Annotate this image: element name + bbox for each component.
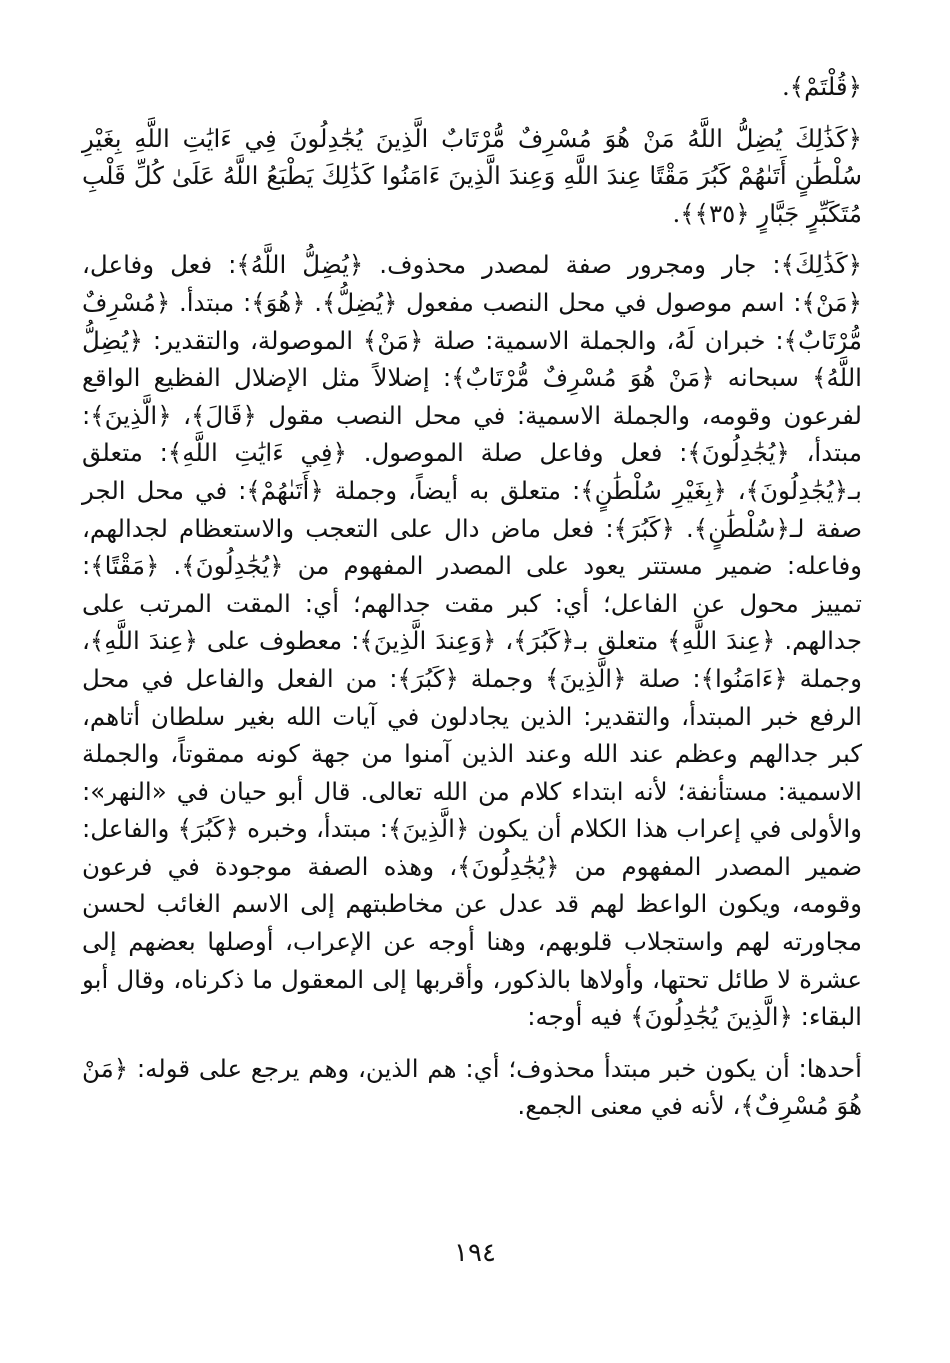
quran-verse: ﴿كَذَٰلِكَ يُضِلُّ اللَّهُ مَنْ هُوَ مُسْرِفٌ مُّرْتَابٌ الَّذِينَ يُجَٰدِلُونَ فِي ءَايَٰتِ اللَّهِ بِغَيْرِ سُلْطَٰنٍ أَتَىٰهُمْ كَبُرَ مَقْتًا عِندَ اللَّهِ وَعِندَ الَّذِينَ ءَامَنُوا كَذَٰلِكَ يَطْبَعُ اللَّهُ عَلَىٰ كُلِّ قَلْبِ مُتَكَبِّرٍ جَبَّارٍ ﴿٣٥﴾﴾.	[82, 123, 862, 228]
page-number: ١٩٤	[454, 1238, 496, 1268]
first-aspect-paragraph: أحدها: أن يكون خبر مبتدأ محذوف؛ أي: هم الذين، وهم يرجع على قوله: ﴿مَنْ هُوَ مُسْرِفٌ﴾، لأنه في معنى الجمع.	[82, 1053, 862, 1121]
grammar-analysis-paragraph: ﴿كَذَٰلِكَ﴾: جار ومجرور صفة لمصدر محذوف. ﴿يُضِلُّ اللَّهُ﴾: فعل وفاعل، ﴿مَنْ﴾: اسم موصول في محل النصب مفعول ﴿يُضِلُّ﴾. ﴿هُوَ﴾: مبتدأ. ﴿مُسْرِفٌ مُّرْتَابٌ﴾: خبران لَهُ، والجملة الاسمية: صلة ﴿مَنْ﴾ الموصولة، والتقدير: ﴿يُضِلُّ اللَّهُ﴾ سبحانه ﴿مَنْ هُوَ مُسْرِفٌ مُّرْتَابٌ﴾: إضلالاً مثل الإضلال الفظيع الواقع لفرعون وقومه، والجملة الاسمية: في محل النصب مقول ﴿قَالَ﴾، ﴿الَّذِينَ﴾: مبتدأ، ﴿يُجَٰدِلُونَ﴾: فعل وفاعل صلة الموصول. ﴿فِي ءَايَٰتِ اللَّهِ﴾: متعلق بـ﴿يُجَٰدِلُونَ﴾، ﴿بِغَيْرِ سُلْطَٰنٍ﴾: متعلق به أيضاً، وجملة ﴿أَتَىٰهُمْ﴾: في محل الجر صفة لـ﴿سُلْطَٰنٍ﴾. ﴿كَبُرَ﴾: فعل ماض دال على التعجب والاستعظام لجدالهم، وفاعله: ضمير مستتر يعود على المصدر المفهوم من ﴿يُجَٰدِلُونَ﴾. ﴿مَقْتًا﴾: تمييز محول عن الفاعل؛ أي: كبر مقت جدالهم؛ أي: المقت المرتب على جدالهم. ﴿عِندَ اللَّهِ﴾ متعلق بـ﴿كَبُرَ﴾، ﴿وَعِندَ الَّذِينَ﴾: معطوف على ﴿عِندَ اللَّهِ﴾، وجملة ﴿ءَامَنُوا﴾: صلة ﴿الَّذِينَ﴾ وجملة ﴿كَبُرَ﴾: من الفعل والفاعل في محل الرفع خبر المبتدأ، والتقدير: الذين يجادلون في آيات الله بغير سلطان أتاهم، كبر جدالهم وعظم عند الله وعند الذين آمنوا من جهة كونه ممقوتاً، والجملة الاسمية: مستأنفة؛ لأنه ابتداء كلام من الله تعالى. قال أبو حيان في «النهر»: والأولى في إعراب هذا الكلام أن يكون ﴿الَّذِينَ﴾: مبتدأ، وخبره ﴿كَبُرَ﴾ والفاعل: ضمير المصدر المفهوم من ﴿يُجَٰدِلُونَ﴾، وهذه الصفة موجودة في فرعون وقومه، ويكون الواعظ لهم قد عدل عن مخاطبتهم إلى الاسم الغائب لحسن مجاورته لهم واستجلاب قلوبهم، وهنا أوجه عن الإعراب، أوصلها بعضهم إلى عشرة لا طائل تحتها، وأولاها بالذكور، وأقربها إلى المعقول ما ذكرناه، وقال أبو البقاء: ﴿الَّذِينَ يُجَٰدِلُونَ﴾ فيه أوجه:	[82, 250, 862, 1032]
verse-ending: ﴿قُلْتَمْ﴾.	[781, 72, 862, 101]
